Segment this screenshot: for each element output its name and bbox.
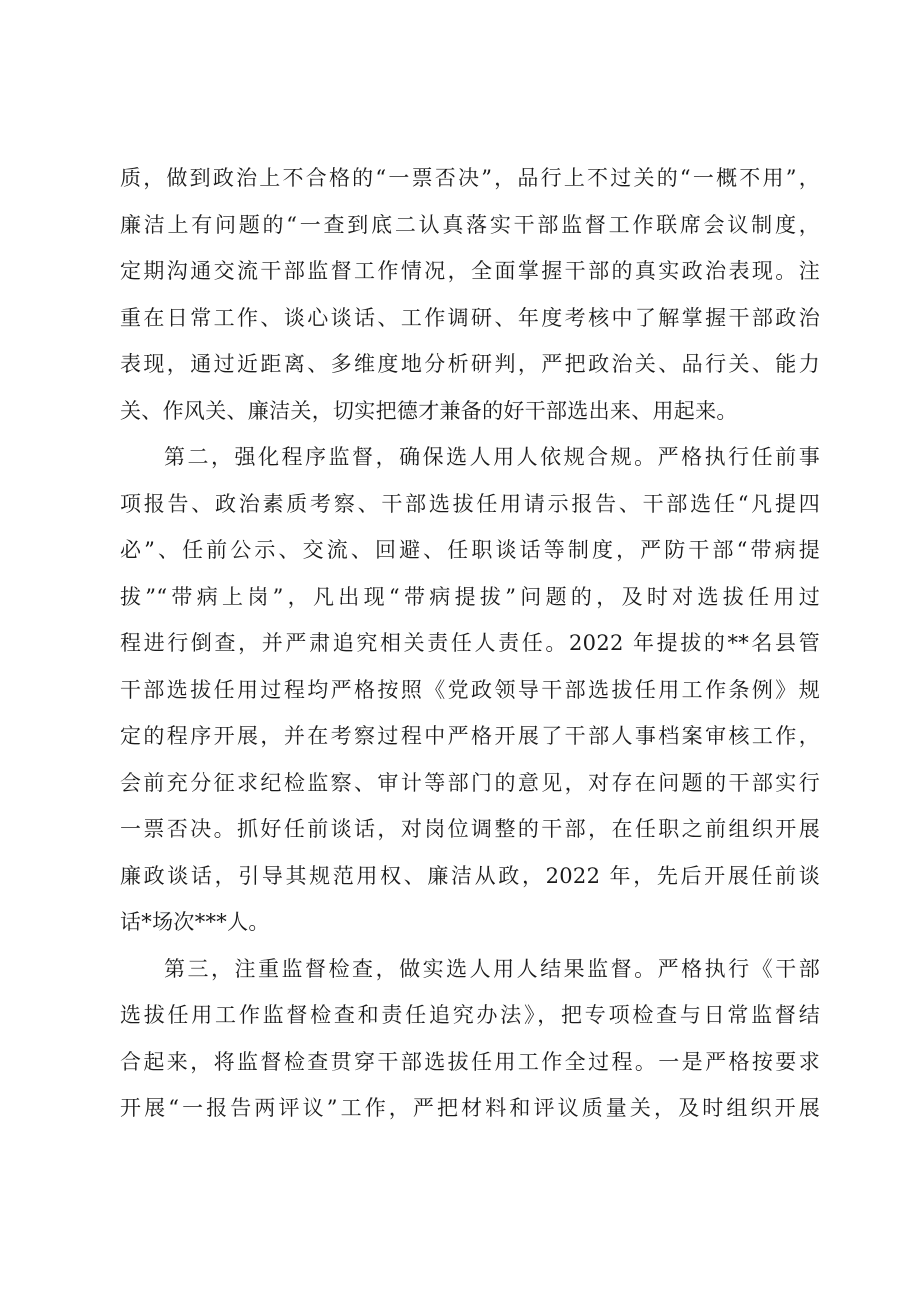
paragraph-line: 关、作风关、廉洁关，切实把德才兼备的好干部选出来、用起来。	[120, 398, 738, 423]
paragraph-line: 会前充分征求纪检监察、审计等部门的意见，对存在问题的干部实行	[120, 770, 820, 795]
paragraph-line: 质，做到政治上不合格的“一票否决”，品行上不过关的“一概不用”，	[120, 166, 820, 190]
paragraph-line: 必”、任前公示、交流、回避、任职谈话等制度，严防干部“带病提	[120, 538, 820, 562]
paragraph-line: 项报告、政治素质考察、干部选拔任用请示报告、干部选任“凡提四	[120, 491, 820, 516]
paragraph-3	[120, 946, 820, 1132]
paragraph-line: 一票否决。抓好任前谈话，对岗位调整的干部，在任职之前组织开展	[120, 817, 820, 841]
paragraph-1	[120, 155, 820, 434]
paragraph-line: 开展“一报告两评议”工作，严把材料和评议质量关，及时组织开展	[120, 1096, 820, 1120]
paragraph-line: 话*场次***人。	[120, 910, 270, 934]
paragraph-line: 廉政谈话，引导其规范用权、廉洁从政，2022 年，先后开展任前谈	[120, 863, 820, 888]
paragraph-2	[120, 434, 820, 946]
paragraph-line: 干部选拔任用过程均严格按照《党政领导干部选拔任用工作条例》规	[120, 677, 820, 702]
paragraph-line: 选拔任用工作监督检查和责任追究办法》，把专项检查与日常监督结	[120, 1003, 820, 1027]
paragraph-line: 表现，通过近距离、多维度地分析研判，严把政治关、品行关、能力	[120, 352, 820, 376]
paragraph-line: 定期沟通交流干部监督工作情况，全面掌握干部的真实政治表现。注	[120, 259, 820, 283]
paragraph-line: 定的程序开展，并在考察过程中严格开展了干部人事档案审核工作，	[120, 724, 820, 748]
paragraph-line: 廉洁上有问题的“一查到底二认真落实干部监督工作联席会议制度，	[120, 212, 820, 237]
paragraph-line: 重在日常工作、谈心谈话、工作调研、年度考核中了解掌握干部政治	[120, 305, 820, 330]
paragraph-line: 拔”“带病上岗”，凡出现“带病提拔”问题的，及时对选拔任用过	[120, 584, 820, 609]
document-body	[120, 155, 820, 1132]
paragraph-line: 合起来，将监督检查贯穿干部选拔任用工作全过程。一是严格按要求	[120, 1049, 820, 1074]
paragraph-line: 程进行倒查，并严肃追究相关责任人责任。2022 年提拔的**名县管	[120, 631, 820, 655]
paragraph-line: 第三，注重监督检查，做实选人用人结果监督。严格执行《干部	[164, 956, 820, 981]
paragraph-line: 第二，强化程序监督，确保选人用人依规合规。严格执行任前事	[164, 445, 820, 469]
